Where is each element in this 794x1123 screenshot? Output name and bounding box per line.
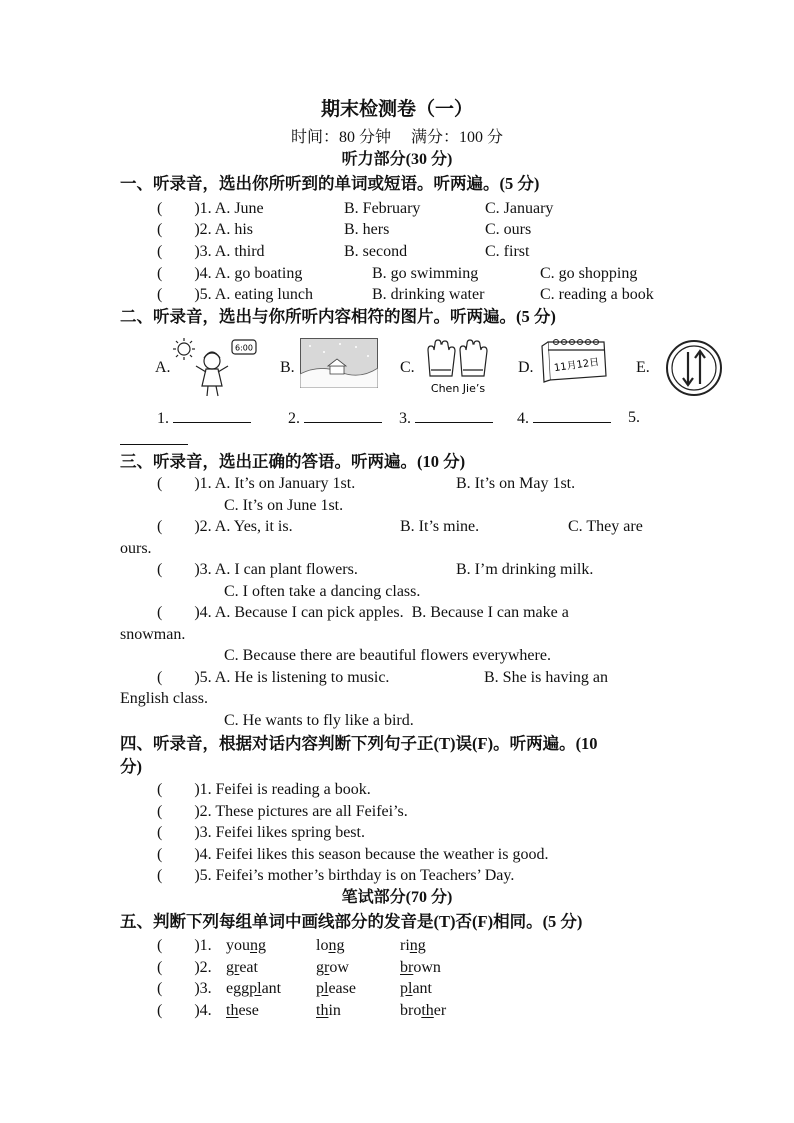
word: long — [316, 937, 345, 954]
option-label-b: B. — [280, 359, 295, 376]
word: plant — [400, 980, 432, 997]
answer-line-3[interactable] — [415, 408, 493, 423]
word: eggplant — [226, 980, 282, 997]
answer-blank: 1. — [157, 408, 251, 429]
question-line: ( )4. A. Because I can pick apples. B. Because I can make a — [157, 604, 569, 621]
section2-heading: 二、听录音，选出与你所听内容相符的图片。听两遍。(5 分) — [120, 307, 556, 326]
question-line: C. They are — [568, 518, 643, 535]
question-line: ( )3. A. I can plant flowers. — [157, 561, 358, 578]
page-title: 期末检测卷（一） — [320, 99, 473, 120]
word: please — [316, 980, 356, 997]
question-line: B. I’m drinking milk. — [456, 561, 594, 578]
list-item: ( )1. Feifei is reading a book. — [157, 781, 371, 798]
answer-blank: 4. — [517, 408, 611, 429]
question-line: C. I often take a dancing class. — [224, 583, 421, 600]
section3-heading: 三、听录音，选出正确的答语。听两遍。(10 分) — [120, 452, 466, 471]
word: young — [226, 937, 266, 954]
answer-blank: 3. — [399, 408, 493, 429]
question-line: ( )1. A. It’s on January 1st. — [157, 475, 356, 492]
answer-line-4[interactable] — [533, 408, 611, 423]
option-label-d: D. — [518, 359, 534, 376]
answer-blank: 2. — [288, 408, 382, 429]
section1-heading: 一、听录音，选出你所听到的单词或短语。听两遍。(5 分) — [120, 174, 540, 193]
option-label-c: C. — [400, 359, 415, 376]
section4-heading: 四、听录音，根据对话内容判断下列句子正(T)误(F)。听两遍。(10 — [120, 734, 598, 753]
word: brother — [400, 1002, 447, 1019]
time-score: 时间：80 分钟 满分：100 分 — [290, 129, 503, 146]
question-line: B. She is having an — [484, 669, 608, 686]
option-label-a: A. — [155, 359, 171, 376]
traffic-sign-picture — [664, 338, 724, 398]
calendar-date: 11月12日 — [553, 356, 600, 375]
word: ring — [400, 937, 426, 954]
answer-line-5[interactable] — [120, 444, 188, 445]
clock-time: 6:00 — [235, 343, 253, 353]
list-item: ( )5. Feifei’s mother’s birthday is on Teachers’ Day. — [157, 867, 515, 884]
question-line: ours. — [120, 540, 152, 557]
gloves-picture — [422, 336, 494, 398]
snowy-landscape-picture — [300, 338, 378, 388]
word: these — [226, 1002, 259, 1019]
word: great — [226, 959, 258, 976]
list-item: ( )4. Feifei likes this season because the weather is good. — [157, 846, 549, 863]
question-line: C. Because there are beautiful flowers everywhere. — [224, 647, 551, 664]
question-line: B. It’s mine. — [400, 518, 480, 535]
section4-heading-cont: 分) — [120, 757, 142, 776]
option-label-e: E. — [636, 359, 650, 376]
calendar-picture — [540, 336, 612, 384]
word: thin — [316, 1002, 341, 1019]
answer-line-1[interactable] — [173, 408, 251, 423]
word: grow — [316, 959, 349, 976]
girl-sun-clock-picture — [170, 336, 260, 398]
glove-owner-name: Chen Jie’s — [430, 382, 486, 395]
question-line: ( )5. A. He is listening to music. — [157, 669, 390, 686]
word: brown — [400, 959, 441, 976]
writing-part-title: 笔试部分(70 分) — [341, 889, 453, 906]
listening-part-title: 听力部分(30 分) — [341, 151, 453, 168]
section5-heading: 五、判断下列每组单词中画线部分的发音是(T)否(F)相同。(5 分) — [120, 912, 583, 931]
question-line: ( )2. A. Yes, it is. — [157, 518, 293, 535]
question-line: B. It’s on May 1st. — [456, 475, 576, 492]
question-line: snowman. — [120, 626, 186, 643]
list-item: ( )2. These pictures are all Feifei’s. — [157, 803, 408, 820]
answer-line-2[interactable] — [304, 408, 382, 423]
list-item: ( )3. Feifei likes spring best. — [157, 824, 365, 841]
question-line: C. It’s on June 1st. — [224, 497, 344, 514]
answer-blank: 5. — [628, 409, 640, 426]
question-line: C. He wants to fly like a bird. — [224, 712, 414, 729]
question-line: English class. — [120, 690, 208, 707]
